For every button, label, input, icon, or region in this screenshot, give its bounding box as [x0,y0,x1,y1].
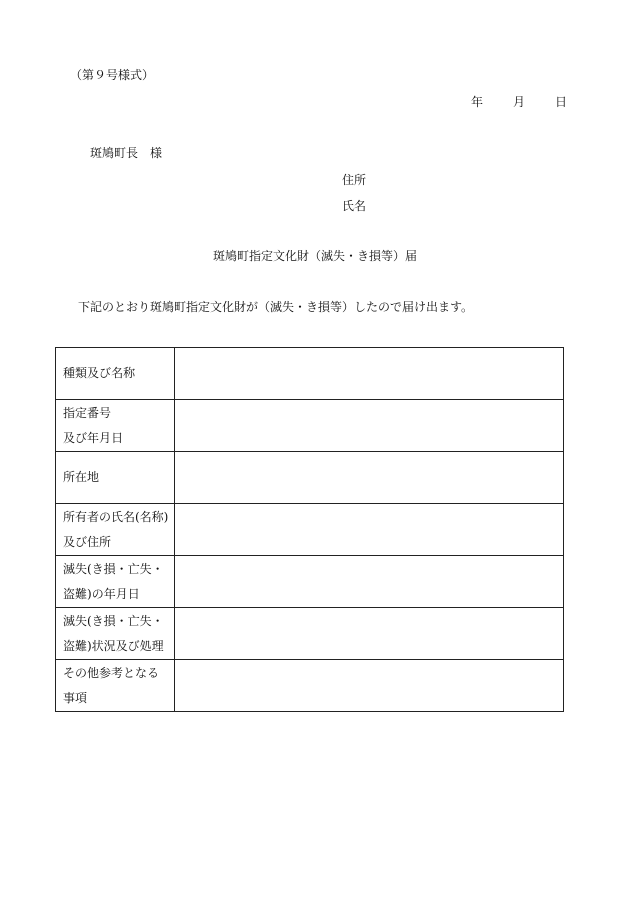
value-cell-other-notes[interactable] [175,660,564,712]
row-label-loss-date [56,556,175,608]
table-row [56,556,564,608]
label-line [63,401,166,426]
label-line [63,530,166,555]
label-char: ) [87,586,92,601]
label-line [63,582,166,607]
label-char: 月 [99,430,112,445]
label-char: 称 [123,366,136,380]
label-line [63,426,166,451]
label-char: 定 [75,405,88,420]
addressee [90,147,162,159]
document-title: 斑鳩町指定文化財（滅失・き損等）届 [212,249,417,263]
row-label-loss-status [56,608,175,660]
label-char: 難 [75,586,88,601]
label-line [63,361,166,386]
applicant-address-label: 住所 [342,173,367,187]
table-row [56,348,564,400]
row-label-type-and-name [56,348,175,400]
label-char: 月 [115,586,128,601]
label-char: 及 [63,534,76,549]
label-line: 所有者の氏名(名称) [63,509,169,524]
date-month-label: 月 [512,95,525,109]
table-row [56,400,564,452]
date-year-label: 年 [470,95,483,109]
label-char: 盗 [63,586,76,601]
value-cell-loss-date[interactable] [175,556,564,608]
date-day-label: 日 [554,95,567,109]
addressee-honorific: 様 [150,146,163,160]
label-line: その他参考となる [63,665,160,680]
label-char: 指 [63,405,76,420]
label-char: 及 [87,366,100,380]
label-char: 地 [87,470,100,484]
table-row [56,660,564,712]
value-cell-type-and-name[interactable] [175,348,564,400]
row-label-other-notes [56,660,175,712]
row-label-owner [56,504,175,556]
table-row [56,452,564,504]
value-cell-owner[interactable] [175,504,564,556]
label-char: び [99,366,112,380]
label-char: 事 [63,690,76,705]
date-line [471,96,567,108]
row-label-location [56,452,175,504]
label-line [63,686,166,711]
label-char: 所 [63,470,76,484]
label-char: 号 [99,405,112,420]
applicant-name-label: 氏名 [342,199,367,213]
label-char: 日 [111,430,124,445]
label-line: 滅失(き損・亡失・ [63,613,164,628]
table-row [56,504,564,556]
label-line [63,465,166,490]
label-char: 住 [87,534,100,549]
lead-text: 下記のとおり斑鳩町指定文化財が（滅失・き損等）したので届け出ます。 [78,300,474,314]
label-char: 類 [75,366,88,380]
label-char: 在 [75,470,88,484]
addressee-name: 斑鳩町長 [90,146,139,160]
label-char: 所 [99,534,112,549]
value-cell-loss-status[interactable] [175,608,564,660]
label-line: 滅失(き損・亡失・ [63,561,164,576]
label-char: 及 [63,430,76,445]
label-char: 年 [87,430,100,445]
label-char: 日 [127,586,140,601]
label-char: 年 [103,586,116,601]
value-cell-location[interactable] [175,452,564,504]
label-char: び [75,534,88,549]
label-char: 番 [87,405,100,420]
form-number: （第９号様式） [70,68,155,82]
row-label-designation [56,400,175,452]
label-char: び [75,430,88,445]
value-cell-designation[interactable] [175,400,564,452]
info-table [55,347,564,712]
label-char: 項 [75,690,88,705]
label-char: 種 [63,366,76,380]
label-line: 盗難)状況及び処理 [63,638,164,653]
label-char: 名 [111,366,124,380]
label-char: の [91,586,104,601]
table-row [56,608,564,660]
